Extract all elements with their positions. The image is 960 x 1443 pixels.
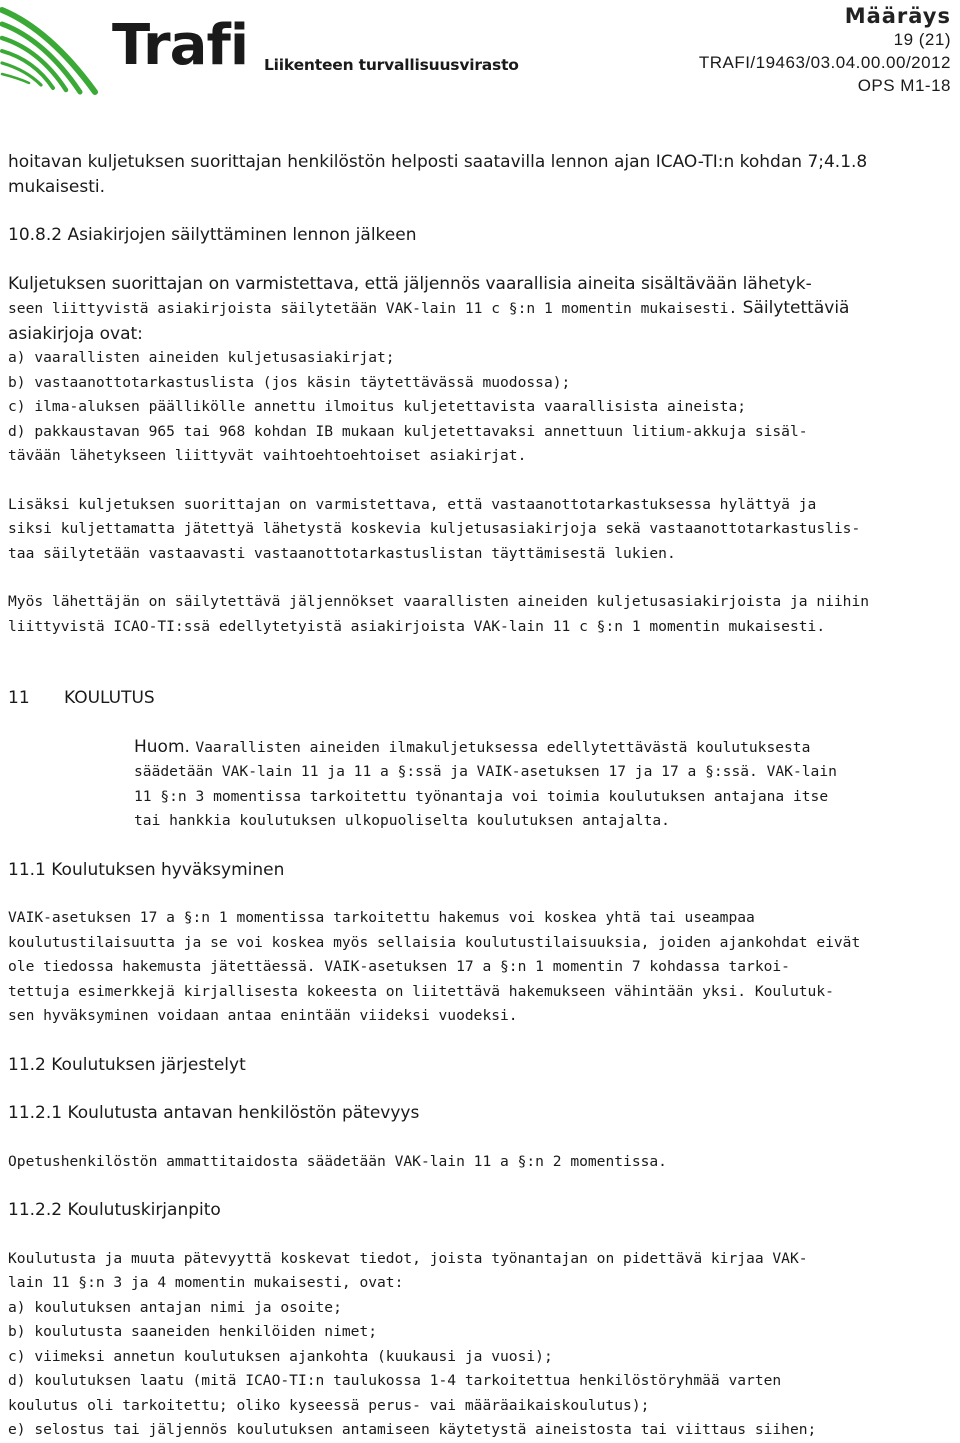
note-text: Vaarallisten aineiden ilmakuljetuksessa edellytettävästä koulutuksesta [195,738,811,756]
list-item: b) vastaanottotarkastuslista (jos käsin täytettävässä muodossa); [8,373,571,391]
section-heading-11-2-2: 11.2.2 Koulutuskirjanpito [8,1200,221,1220]
page-header [0,0,960,110]
list-item: b) koulutusta saaneiden henkilöiden nimet; [8,1323,378,1340]
note-line: säädetään VAK-lain 11 ja 11 a §:ssä ja VAIK-asetuksen 17 ja 17 a §:ssä. VAK-lain [134,763,837,780]
paragraph-line: liittyvistä ICAO-TI:ssä edellytetyistä asiakirjoista VAK-lain 11 c §:n 1 momentin mukaisesti. [8,617,826,635]
document-type: Määräys [844,4,951,28]
paragraph-retention [8,272,952,469]
logo-subtitle: Liikenteen turvallisuusvirasto [264,56,519,74]
section-heading-10-8-2: 10.8.2 Asiakirjojen säilyttäminen lennon jälkeen [8,225,417,245]
paragraph-text: Säilytettäviä [742,298,850,318]
document-meta [699,4,951,97]
list-item: a) vaarallisten aineiden kuljetusasiakirjat; [8,349,395,366]
list-item: c) viimeksi annetun koulutuksen ajankohta (kuukausi ja vuosi); [8,1347,553,1365]
paragraph-line: taa säilytetään vastaavasti vastaanottotarkastuslistan täyttämisestä lukien. [8,544,676,562]
list-item: d) koulutuksen laatu (mitä ICAO-TI:n taulukossa 1-4 tarkoitettua henkilöstöryhmää varten [8,1372,782,1389]
list-item: c) ilma-aluksen päällikölle annettu ilmoitus kuljetettavista vaarallisista aineista; [8,398,747,415]
document-reference: TRAFI/19463/03.04.00.00/2012 [698,53,951,72]
paragraph-line: lain 11 §:n 3 ja 4 momentin mukaisesti, ovat: [8,1274,404,1291]
paragraph-line: Lisäksi kuljetuksen suorittajan on varmistettava, että vastaanottotarkastuksessa hylättyä ja [8,495,817,513]
list-item: a) koulutuksen antajan nimi ja osoite; [8,1298,342,1316]
note-line: 11 §:n 3 momentissa tarkoitettu työnantaja voi toimia koulutuksen antajana itse [134,787,829,805]
paragraph-approval [8,906,952,1029]
section-heading-11-1: 11.1 Koulutuksen hyväksyminen [8,859,285,880]
logo-wordmark: Trafi [112,13,249,78]
paragraph-rejected [8,493,952,567]
paragraph-teaching-staff: Opetushenkilöstön ammattitaidosta säädetään VAK-lain 11 a §:n 2 momentissa. [8,1152,667,1170]
paragraph-line: koulutustilaisuutta ja se voi koskea myös sellaisia koulutustilaisuuksia, joiden ajankohdat eivät [8,933,861,951]
paragraph-records [8,1247,952,1443]
section-heading-11-2: 11.2 Koulutuksen järjestelyt [8,1054,246,1075]
paragraph-line: tettuja esimerkkejä kirjallisesta kokeesta on liitettävä hakemukseen vähintään yksi. Koulutuk- [8,982,834,1000]
document-list [8,346,952,469]
list-item: koulutus oli tarkoitettu; oliko kyseessä perus- vai määräaikaiskoulutus); [8,1396,650,1414]
paragraph-line: ole tiedossa hakemusta jätettäessä. VAIK-asetuksen 17 a §:n 1 momentin 7 kohdassa tarkoi- [8,958,790,975]
paragraph-line: Myös lähettäjän on säilytettävä jäljennökset vaarallisten aineiden kuljetusasiakirjoista ja niihin [8,593,870,610]
page-number: 19 (21) [893,30,951,49]
paragraph-line: asiakirjoja ovat: [8,323,143,344]
section-heading-11-2-1: 11.2.1 Koulutusta antavan henkilöstön pätevyys [8,1103,420,1123]
paragraph-line: sen hyväksyminen voidaan antaa enintään viideksi vuodeksi. [8,1007,518,1024]
paragraph-line: Kuljetuksen suorittajan on varmistettava, että jäljennös vaarallisia aineita sisältävään lähetyk- [8,273,812,294]
note-line [134,735,952,761]
section-title: KOULUTUS [64,688,155,708]
trafi-swoosh-logo-icon [0,0,120,100]
document-code: OPS M1-18 [857,76,951,95]
paragraph-line: Koulutusta ja muuta pätevyyttä koskevat tiedot, joista työnantajan on pidettävä kirjaa VAK- [8,1249,808,1267]
note-block [134,735,952,834]
paragraph-shipper [8,590,952,639]
section-heading-11 [8,686,952,711]
paragraph-text: seen liittyvistä asiakirjoista säilytetään VAK-lain 11 c §:n 1 momentin mukaisesti. [8,300,738,317]
list-item: tävään lähetykseen liittyvät vaihtoehtoehtoiset asiakirjat. [8,447,527,464]
paragraph-line: VAIK-asetuksen 17 a §:n 1 momentissa tarkoitettu hakemus voi koskea yhtä tai useampaa [8,909,755,926]
note-line: tai hankkia koulutuksen ulkopuoliselta koulutuksen antajalta. [134,812,670,829]
document-body [8,150,952,1443]
note-lead: Huom. [134,736,190,757]
list-item: d) pakkaustavan 965 tai 968 kohdan IB mukaan kuljetettavaksi annettuun litium-akkuja sisäl- [8,422,808,440]
list-item: e) selostus tai jäljennös koulutuksen antamiseen käytetystä aineistosta tai viittaus siihen; [8,1421,817,1438]
continued-paragraph: hoitavan kuljetuksen suorittajan henkilöstön helposti saatavilla lennon ajan ICAO-TI:n kohdan 7;4.1.8 mukaisesti. [8,152,868,197]
paragraph-line [8,296,952,322]
section-number: 11 [8,688,30,708]
paragraph-line: siksi kuljettamatta jätettyä lähetystä koskevia kuljetusasiakirjoja sekä vastaanottotarkastuslis- [8,520,861,537]
